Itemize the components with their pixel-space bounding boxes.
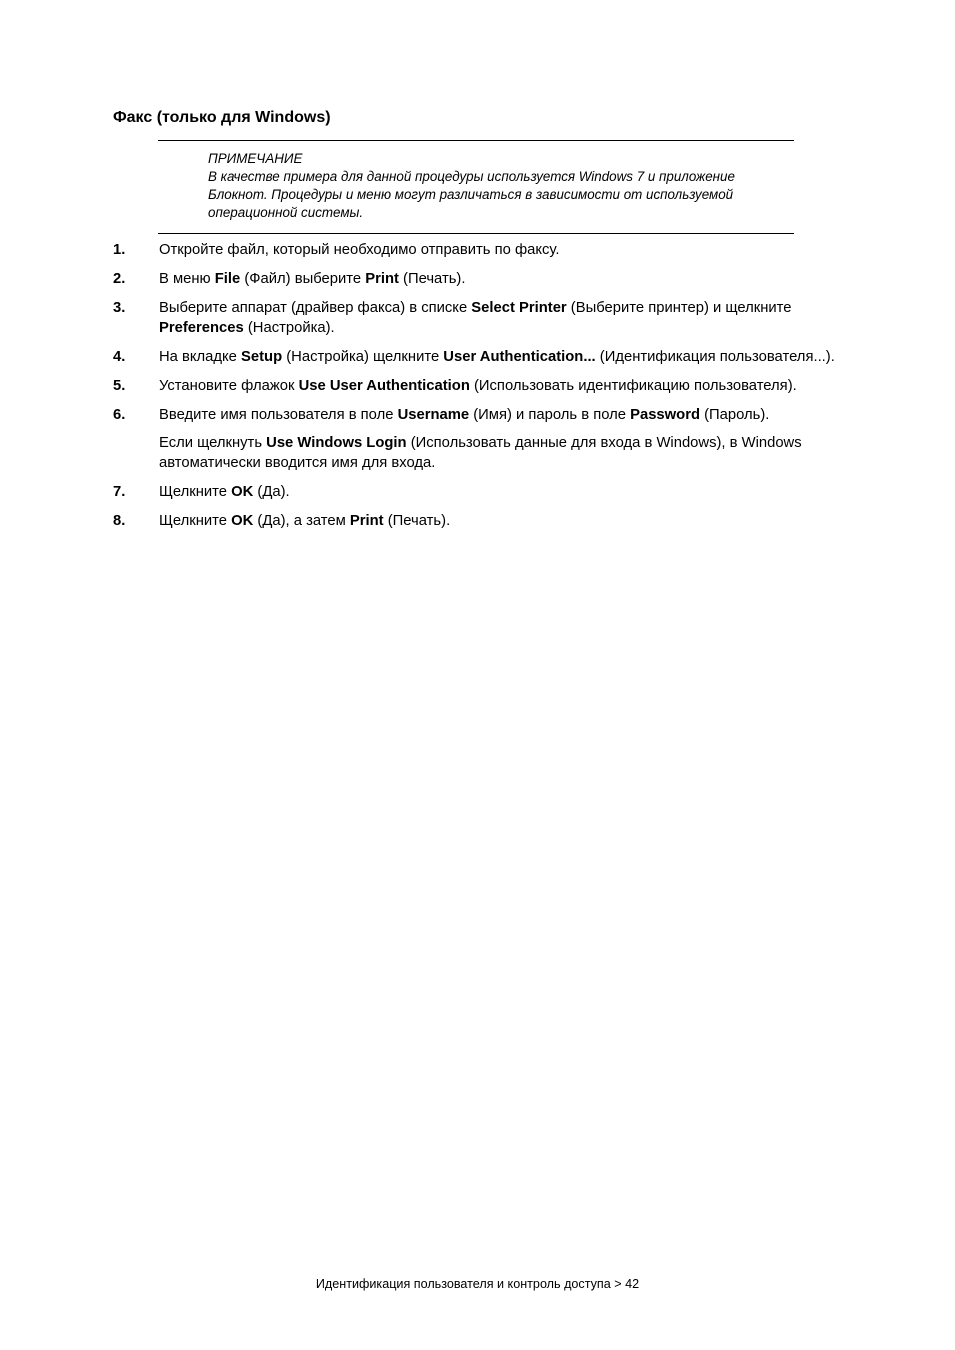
step-extra-text	[159, 434, 848, 473]
ui-term: Use Windows Login	[266, 435, 407, 452]
section-heading: Факс (только для Windows)	[113, 109, 331, 126]
step-text: Щелкните	[159, 483, 232, 500]
step-number: 4.	[113, 348, 126, 365]
step-item	[113, 348, 848, 368]
step-item	[113, 406, 848, 474]
step-text: (Имя) и пароль в поле	[469, 406, 631, 423]
ui-term: Print	[349, 512, 384, 529]
ui-term: Password	[630, 406, 700, 423]
step-number: 8.	[113, 512, 126, 529]
ui-term: Preferences	[159, 319, 244, 336]
step-text: (Да).	[253, 483, 290, 500]
page-footer: Идентификация пользователя и контроль доступа > 42	[315, 1277, 640, 1291]
note-box	[158, 140, 794, 234]
step-text: (Пароль).	[700, 406, 770, 423]
step-item	[113, 299, 848, 338]
steps-list	[113, 241, 848, 541]
step-text: (Использовать идентификацию пользователя).	[469, 377, 797, 394]
step-text: (Печать).	[398, 270, 466, 287]
step-item	[113, 241, 848, 261]
step-text: (Файл) выберите	[240, 270, 366, 287]
step-item	[113, 512, 848, 532]
step-text: Введите имя пользователя в поле	[159, 406, 398, 423]
ui-term: Print	[365, 270, 399, 287]
step-text: (Печать).	[383, 512, 451, 529]
ui-term: Use User Authentication	[298, 377, 470, 394]
step-text: Щелкните	[159, 512, 232, 529]
note-text	[208, 150, 778, 222]
step-number: 2.	[113, 270, 126, 287]
step-number: 7.	[113, 483, 126, 500]
ui-term: User Authentication...	[443, 348, 596, 365]
step-text: (Использовать данные для входа в Windows), в Windows автоматически вводится имя для входа.	[159, 435, 802, 471]
ui-term: Setup	[241, 348, 283, 365]
step-text: В меню	[159, 270, 215, 287]
note-body: В качестве примера для данной процедуры используется Windows 7 и приложение Блокнот. Процедуры и меню могут различаться в зависимости от используемой операционной системы.	[208, 169, 735, 220]
ui-term: Username	[397, 406, 470, 423]
step-number: 3.	[113, 299, 126, 316]
step-text: Выберите аппарат (драйвер факса) в списке	[159, 299, 472, 316]
ui-term: Select Printer	[471, 299, 567, 316]
step-text: (Выберите принтер) и щелкните	[566, 299, 792, 316]
step-item	[113, 377, 848, 397]
step-text: (Да), а затем	[253, 512, 350, 529]
step-text: (Настройка).	[243, 319, 335, 336]
step-item	[113, 270, 848, 290]
ui-term: File	[214, 270, 241, 287]
step-number: 5.	[113, 377, 126, 394]
step-text: (Настройка) щелкните	[282, 348, 444, 365]
step-item	[113, 483, 848, 503]
step-number: 1.	[113, 242, 126, 258]
step-number: 6.	[113, 406, 126, 423]
step-text: На вкладке	[159, 348, 242, 365]
note-title: ПРИМЕЧАНИЕ	[208, 151, 303, 166]
step-text: Установите флажок	[159, 377, 299, 394]
ui-term: OK	[231, 483, 254, 500]
step-text: Откройте файл, который необходимо отправить по факсу.	[159, 242, 560, 258]
ui-term: OK	[231, 512, 254, 529]
step-text: (Идентификация пользователя...).	[595, 348, 835, 365]
step-text: Если щелкнуть	[159, 435, 267, 452]
